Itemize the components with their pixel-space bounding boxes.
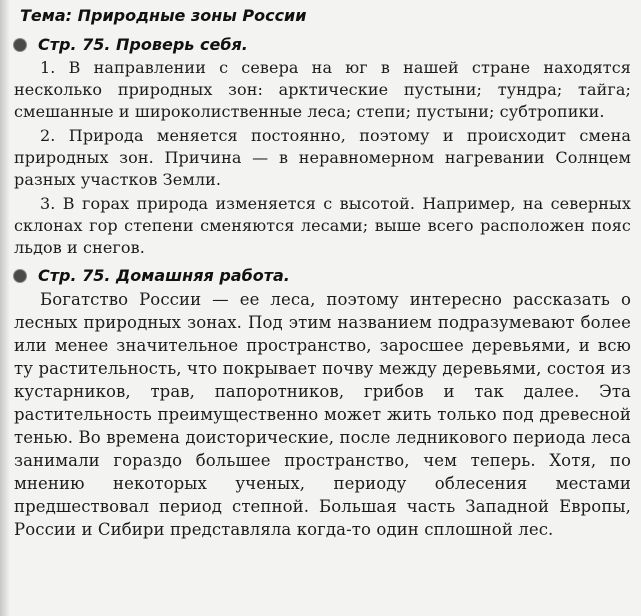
section-heading-homework [14,265,631,287]
answer-paragraph-1: 1. В направлении с севера на юг в нашей стране находятся несколько природных зон: арктические пустыни; тундра; тайга; смешанные и широколиственные леса; степи; пустыни; субтропики. [14,58,631,121]
answer-paragraph-2: 2. Природа меняется постоянно, поэтому и происходит смена природных зон. Причина — в неравномерном нагревании Солнцем разных участков Земли. [14,126,631,189]
bullet-icon [14,270,26,282]
answer-paragraph-3: 3. В горах природа изменяется с высотой. Например, на северных склонах гор степени сменяются лесами; выше всего расположен пояс льдов и снегов. [14,194,631,257]
section-heading-label: Стр. 75. Домашняя работа. [38,266,290,285]
homework-paragraph: Богатство России — ее леса, поэтому интересно рассказать о лесных природных зонах. Под этим названием подразумевают более или менее значительное пространство, заросшее деревьями, и всю ту растительность, что покрывает почву между деревьями, состоя из кустарников, трав, папоротников, грибов и так далее. Эта растительность преимущественно может жить только под древесной тенью. Во времена доисторические, после ледникового периода леса занимали гораздо большее пространство, чем теперь. Хотя, по мнению некоторых ученых, периоду облесения местами предшествовал период степной. Большая часть Западной Европы, России и Сибири представляла когда-то один сплошной лес. [14,290,631,539]
page-title: Тема: Природные зоны России [20,6,307,25]
bullet-icon [14,39,26,51]
section-heading-check-yourself [14,34,631,56]
section-heading-label: Стр. 75. Проверь себя. [38,35,248,54]
